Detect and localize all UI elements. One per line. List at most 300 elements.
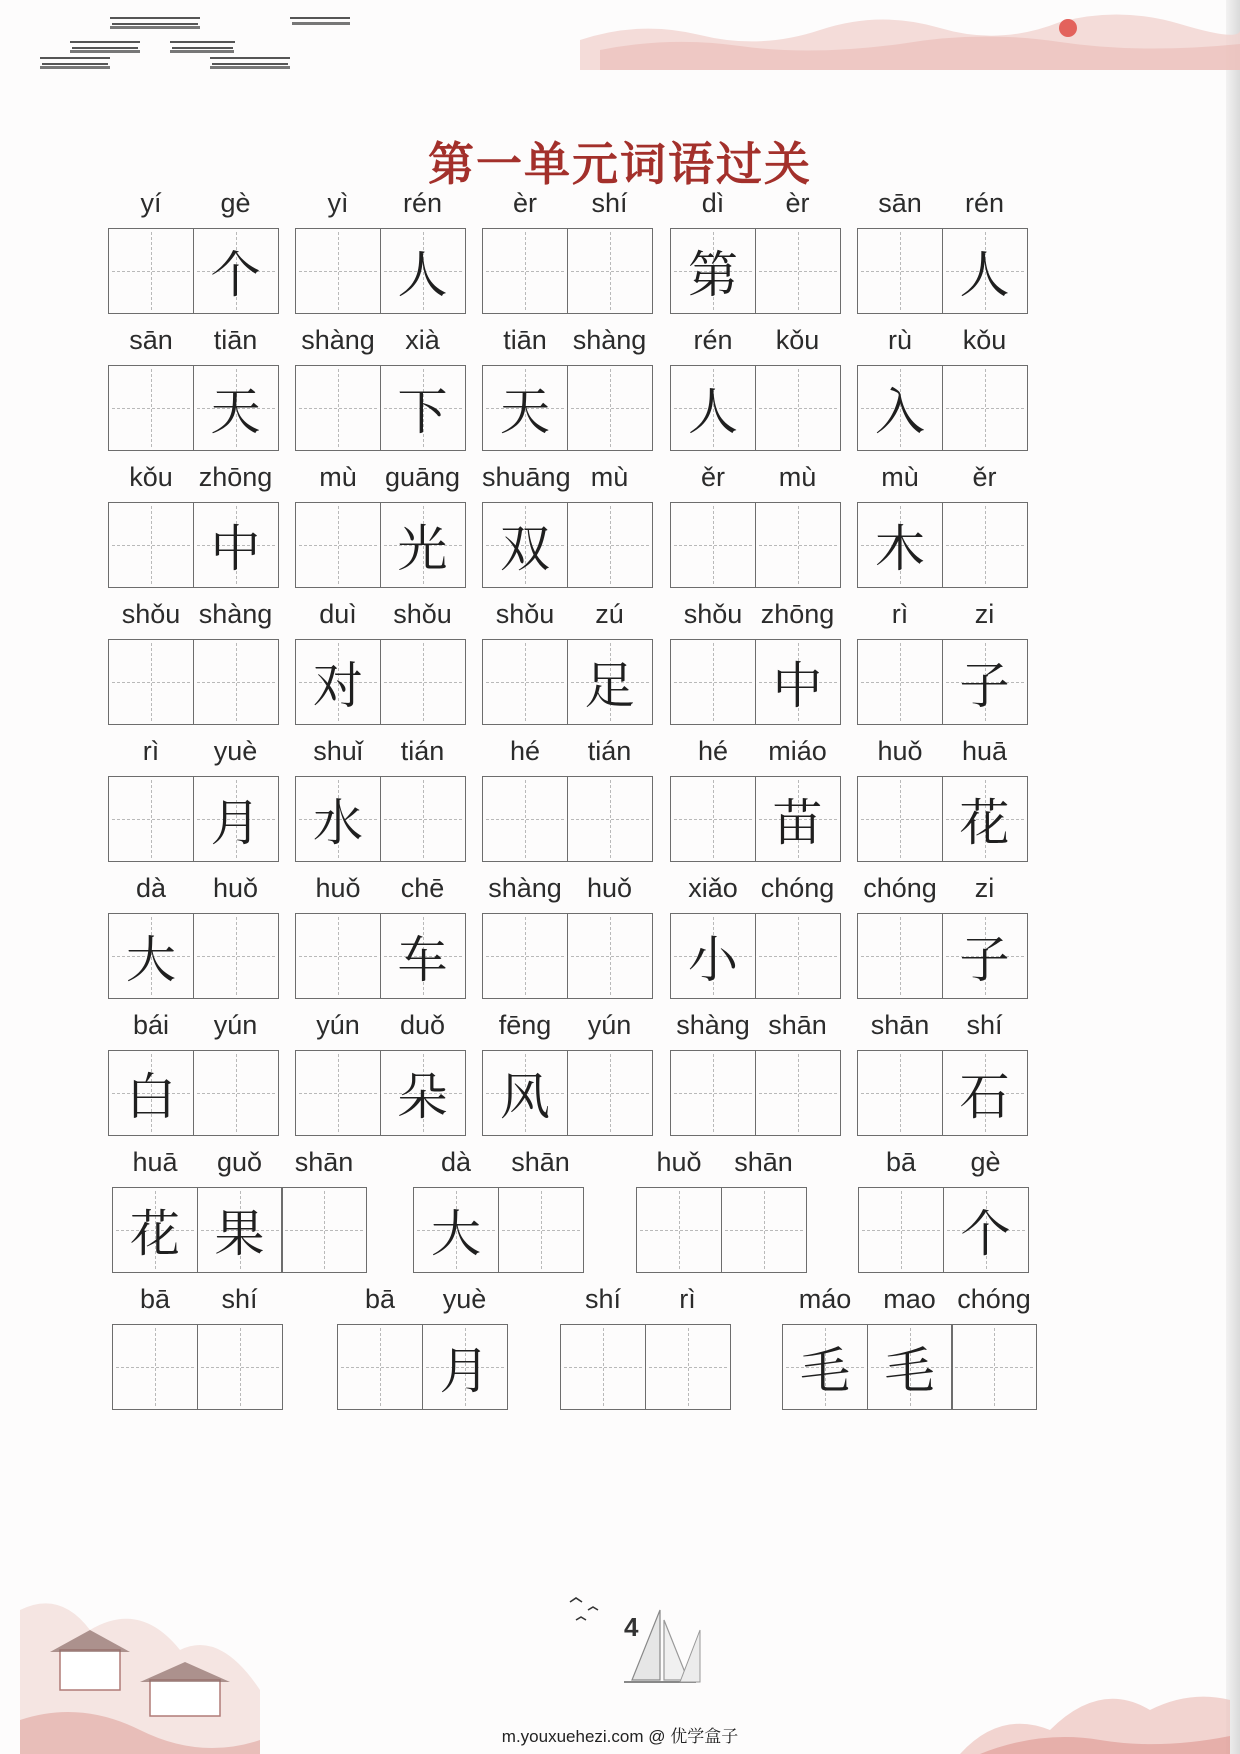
hanzi-character (109, 503, 193, 587)
pinyin-syllable: zhōng (198, 462, 273, 492)
pinyin-syllable: ěr (700, 462, 725, 492)
word-entry (295, 599, 466, 719)
filled-character-box (942, 639, 1028, 725)
blank-writing-box[interactable] (498, 1187, 584, 1273)
hanzi-character: 第 (688, 246, 738, 304)
pinyin-syllable: huǒ (315, 873, 361, 903)
hanzi-character: 大 (431, 1205, 481, 1263)
hanzi-character: 子 (959, 657, 1010, 715)
pinyin-syllable: huǒ (656, 1147, 702, 1177)
pinyin-syllable: bái (132, 1010, 170, 1040)
blank-writing-box[interactable] (295, 913, 381, 999)
roof-decoration-icon (30, 10, 350, 70)
writing-boxes (482, 1050, 651, 1138)
hanzi-character: 风 (500, 1068, 550, 1126)
pinyin-syllable: huǒ (877, 736, 923, 766)
blank-writing-box[interactable] (857, 639, 943, 725)
hanzi-character: 月 (210, 794, 261, 852)
writing-boxes (670, 502, 839, 590)
hanzi-character (483, 229, 567, 313)
hanzi-character: 中 (772, 657, 823, 715)
pinyin-syllable: tián (587, 736, 632, 766)
pinyin-syllable: shuǐ (313, 736, 363, 766)
pinyin-syllable: chóng (760, 873, 835, 903)
word-entry (295, 736, 466, 856)
hanzi-character: 小 (688, 931, 738, 989)
blank-writing-box[interactable] (567, 913, 653, 999)
writing-boxes (482, 502, 651, 590)
hanzi-character (296, 229, 380, 313)
blank-writing-box[interactable] (942, 365, 1028, 451)
pinyin-syllable: huǒ (586, 873, 633, 903)
pinyin-syllable: miáo (768, 736, 827, 766)
hanzi-character: 月 (439, 1342, 490, 1400)
pinyin-syllable: shǒu (495, 599, 555, 629)
hanzi-character (109, 777, 193, 861)
blank-writing-box[interactable] (295, 502, 381, 588)
word-entry (295, 462, 466, 582)
writing-boxes (295, 913, 464, 1001)
pinyin-syllable: hé (697, 736, 729, 766)
pinyin-syllable: chē (400, 873, 445, 903)
hanzi-character (282, 1188, 366, 1272)
hanzi-character (568, 503, 652, 587)
blank-writing-box[interactable] (112, 1324, 198, 1410)
pinyin-syllable: chóng (863, 873, 937, 903)
pinyin-syllable: shuāng (482, 462, 571, 492)
blank-writing-box[interactable] (567, 1050, 653, 1136)
writing-boxes (413, 1187, 582, 1275)
page-number: 4 (624, 1612, 639, 1642)
pinyin-syllable: mù (590, 462, 629, 492)
filled-character-box (413, 1187, 499, 1273)
hanzi-character: 水 (313, 794, 363, 852)
hanzi-character (859, 1188, 943, 1272)
hanzi-character: 中 (210, 520, 261, 578)
blank-writing-box[interactable] (951, 1324, 1037, 1410)
blank-writing-box[interactable] (108, 228, 194, 314)
hanzi-character (198, 1325, 282, 1409)
filled-character-box (567, 639, 653, 725)
filled-character-box (482, 1050, 568, 1136)
blank-writing-box[interactable] (670, 502, 756, 588)
writing-boxes (108, 502, 277, 590)
blank-writing-box[interactable] (482, 228, 568, 314)
hanzi-character: 光 (397, 520, 448, 578)
writing-boxes (670, 228, 839, 316)
writing-boxes (560, 1324, 729, 1412)
hanzi-character (561, 1325, 645, 1409)
filled-character-box (670, 228, 756, 314)
filled-character-box (380, 365, 466, 451)
hanzi-character (296, 366, 380, 450)
blank-writing-box[interactable] (197, 1324, 283, 1410)
pinyin-syllable: huā (961, 736, 1008, 766)
hanzi-character: 双 (500, 520, 550, 578)
filled-character-box (295, 639, 381, 725)
hanzi-character (338, 1325, 422, 1409)
word-entry (670, 873, 841, 993)
hanzi-character (756, 366, 840, 450)
hanzi-character (858, 1051, 942, 1135)
hanzi-character: 天 (210, 383, 261, 441)
sailboat-decoration-icon (560, 1590, 720, 1700)
filled-character-box (943, 1187, 1029, 1273)
word-entry (857, 873, 1028, 993)
writing-boxes (857, 228, 1026, 316)
blank-writing-box[interactable] (755, 228, 841, 314)
blank-writing-box[interactable] (857, 913, 943, 999)
hanzi-character: 入 (875, 383, 925, 441)
blank-writing-box[interactable] (295, 1050, 381, 1136)
pinyin-syllable: shàng (301, 325, 375, 355)
word-entry (482, 325, 653, 445)
word-entry (670, 736, 841, 856)
hanzi-character (756, 1051, 840, 1135)
blank-writing-box[interactable] (567, 776, 653, 862)
filled-character-box (197, 1187, 283, 1273)
word-entry (857, 462, 1028, 582)
hanzi-character: 人 (397, 246, 448, 304)
blank-writing-box[interactable] (670, 1050, 756, 1136)
hanzi-character (722, 1188, 806, 1272)
blank-writing-box[interactable] (108, 502, 194, 588)
pinyin-syllable: dà (440, 1147, 472, 1177)
pinyin-syllable: yún (587, 1010, 632, 1040)
filled-character-box (670, 913, 756, 999)
pinyin-syllable: rì (142, 736, 160, 766)
filled-character-box (193, 228, 279, 314)
filled-character-box (755, 776, 841, 862)
blank-writing-box[interactable] (482, 913, 568, 999)
blank-writing-box[interactable] (482, 776, 568, 862)
word-entry (112, 1284, 283, 1404)
blank-writing-box[interactable] (567, 502, 653, 588)
blank-writing-box[interactable] (380, 776, 466, 862)
pinyin-syllable: rén (693, 325, 733, 355)
pinyin-syllable: bā (885, 1147, 917, 1177)
pinyin-syllable: rì (679, 1284, 696, 1314)
pinyin-syllable: mù (881, 462, 919, 492)
filled-character-box (380, 1050, 466, 1136)
filled-character-box (422, 1324, 508, 1410)
writing-boxes (670, 639, 839, 727)
writing-boxes (295, 365, 464, 453)
pinyin-syllable: zi (974, 599, 995, 629)
blank-writing-box[interactable] (193, 1050, 279, 1136)
writing-boxes (670, 776, 839, 864)
hanzi-character (194, 640, 278, 724)
word-entry (108, 462, 279, 582)
filled-character-box (380, 502, 466, 588)
word-entry (295, 188, 466, 308)
pinyin-syllable: yuè (442, 1284, 487, 1314)
writing-boxes (482, 228, 651, 316)
blank-writing-box[interactable] (645, 1324, 731, 1410)
pinyin-syllable: yuè (213, 736, 258, 766)
pinyin-syllable: zi (974, 873, 995, 903)
blank-writing-box[interactable] (560, 1324, 646, 1410)
writing-boxes (670, 1050, 839, 1138)
filled-character-box (108, 1050, 194, 1136)
blank-writing-box[interactable] (295, 228, 381, 314)
word-entry (295, 873, 466, 993)
pinyin-syllable: mao (883, 1284, 936, 1314)
word-entry (857, 736, 1028, 856)
blank-writing-box[interactable] (857, 228, 943, 314)
pinyin-syllable: shān (768, 1010, 827, 1040)
hanzi-character (568, 914, 652, 998)
writing-boxes (108, 365, 277, 453)
writing-boxes (482, 776, 651, 864)
word-entry (108, 1010, 279, 1130)
pinyin-syllable: gè (970, 1147, 1001, 1177)
blank-writing-box[interactable] (108, 639, 194, 725)
filled-character-box (482, 365, 568, 451)
hanzi-character: 花 (959, 794, 1010, 852)
blank-writing-box[interactable] (857, 776, 943, 862)
blank-writing-box[interactable] (295, 365, 381, 451)
blank-writing-box[interactable] (942, 502, 1028, 588)
pinyin-syllable: shí (584, 1284, 622, 1314)
word-entry (295, 325, 466, 445)
writing-boxes (108, 228, 277, 316)
hanzi-character (109, 366, 193, 450)
word-entry (108, 188, 279, 308)
writing-boxes (636, 1187, 805, 1275)
pinyin-syllable: tiān (213, 325, 258, 355)
writing-boxes (295, 228, 464, 316)
hanzi-character: 天 (500, 383, 550, 441)
word-entry (857, 599, 1028, 719)
blank-writing-box[interactable] (857, 1050, 943, 1136)
pinyin-syllable: yì (327, 188, 349, 218)
filled-character-box (193, 365, 279, 451)
blank-writing-box[interactable] (567, 228, 653, 314)
filled-character-box (295, 776, 381, 862)
pinyin-syllable: zhōng (760, 599, 835, 629)
filled-character-box (193, 502, 279, 588)
hanzi-character: 木 (875, 520, 925, 578)
hanzi-character (194, 914, 278, 998)
pinyin-syllable: guāng (384, 462, 461, 492)
hanzi-character (568, 366, 652, 450)
writing-boxes (108, 1050, 277, 1138)
blank-writing-box[interactable] (755, 502, 841, 588)
pinyin-syllable: fēng (498, 1010, 552, 1040)
pinyin-syllable: tián (400, 736, 445, 766)
writing-boxes (670, 365, 839, 453)
hanzi-character (858, 777, 942, 861)
writing-boxes (337, 1324, 506, 1412)
blank-writing-box[interactable] (482, 639, 568, 725)
hanzi-character (568, 777, 652, 861)
word-entry (670, 1010, 841, 1130)
pinyin-syllable: bā (364, 1284, 396, 1314)
word-entry (108, 736, 279, 856)
pinyin-syllable: shān (511, 1147, 570, 1177)
hanzi-character: 花 (130, 1205, 180, 1263)
word-entry (670, 599, 841, 719)
writing-boxes (295, 639, 464, 727)
filled-character-box (380, 913, 466, 999)
blank-writing-box[interactable] (108, 365, 194, 451)
hanzi-character: 果 (214, 1205, 265, 1263)
pinyin-syllable: shǒu (121, 599, 181, 629)
blank-writing-box[interactable] (281, 1187, 367, 1273)
word-entry (636, 1147, 807, 1267)
writing-boxes (857, 776, 1026, 864)
blank-writing-box[interactable] (755, 913, 841, 999)
pinyin-syllable: dà (135, 873, 167, 903)
filled-character-box (857, 502, 943, 588)
pinyin-syllable: rén (402, 188, 443, 218)
word-entry (295, 1010, 466, 1130)
pinyin-syllable: dì (701, 188, 725, 218)
filled-character-box (782, 1324, 868, 1410)
pinyin-syllable: yún (316, 1010, 360, 1040)
hanzi-character: 子 (959, 931, 1010, 989)
pinyin-syllable: sān (878, 188, 922, 218)
word-entry (413, 1147, 584, 1267)
hanzi-character (637, 1188, 721, 1272)
hanzi-character: 个 (960, 1205, 1011, 1263)
blank-writing-box[interactable] (193, 639, 279, 725)
blank-writing-box[interactable] (193, 913, 279, 999)
hanzi-character: 车 (397, 931, 448, 989)
filled-character-box (867, 1324, 953, 1410)
word-entry (782, 1284, 1038, 1404)
blank-writing-box[interactable] (108, 776, 194, 862)
hanzi-character (296, 914, 380, 998)
pinyin-syllable: shǒu (393, 599, 452, 629)
word-entry (482, 873, 653, 993)
filled-character-box (482, 502, 568, 588)
writing-boxes (857, 365, 1026, 453)
filled-character-box (857, 365, 943, 451)
page-edge-shadow (1226, 0, 1240, 1754)
hanzi-character (943, 366, 1027, 450)
filled-character-box (942, 228, 1028, 314)
hanzi-character (381, 640, 465, 724)
pinyin-syllable: shàng (572, 325, 647, 355)
pinyin-syllable: yí (140, 188, 162, 218)
blank-writing-box[interactable] (721, 1187, 807, 1273)
pinyin-syllable: kǒu (962, 325, 1007, 355)
writing-boxes (295, 502, 464, 590)
hanzi-character (756, 503, 840, 587)
blank-writing-box[interactable] (337, 1324, 423, 1410)
hanzi-character (952, 1325, 1036, 1409)
hanzi-character (858, 914, 942, 998)
word-entry (482, 1010, 653, 1130)
pinyin-syllable: shān (870, 1010, 930, 1040)
writing-boxes (482, 639, 651, 727)
hanzi-character: 毛 (884, 1342, 935, 1400)
pinyin-syllable: rén (964, 188, 1005, 218)
pinyin-syllable: máo (798, 1284, 852, 1314)
pinyin-syllable: shí (966, 1010, 1003, 1040)
pinyin-syllable: shí (221, 1284, 258, 1314)
hanzi-character (943, 503, 1027, 587)
blank-writing-box[interactable] (755, 1050, 841, 1136)
pinyin-syllable: huǒ (212, 873, 259, 903)
writing-boxes (857, 913, 1026, 1001)
writing-boxes (295, 1050, 464, 1138)
blank-writing-box[interactable] (858, 1187, 944, 1273)
filled-character-box (108, 913, 194, 999)
mountain-decoration-icon (580, 0, 1240, 70)
pinyin-syllable: shí (591, 188, 628, 218)
hanzi-character: 白 (126, 1068, 176, 1126)
pinyin-syllable: shǒu (683, 599, 743, 629)
hanzi-character (296, 1051, 380, 1135)
page-title: 第一单元词语过关 (428, 137, 812, 191)
hanzi-character (568, 1051, 652, 1135)
hanzi-character: 苗 (772, 794, 823, 852)
pinyin-syllable: rì (891, 599, 909, 629)
hanzi-character: 人 (688, 383, 738, 441)
hanzi-character (113, 1325, 197, 1409)
word-entry (108, 325, 279, 445)
blank-writing-box[interactable] (755, 365, 841, 451)
hanzi-character: 下 (397, 383, 448, 441)
hanzi-character (296, 503, 380, 587)
pinyin-syllable: sān (129, 325, 173, 355)
hanzi-character (194, 1051, 278, 1135)
filled-character-box (942, 1050, 1028, 1136)
writing-boxes (482, 365, 651, 453)
hanzi-character: 大 (126, 931, 176, 989)
word-entry (482, 462, 653, 582)
pinyin-syllable: guǒ (216, 1147, 263, 1177)
writing-boxes (108, 913, 277, 1001)
blank-writing-box[interactable] (670, 776, 756, 862)
pinyin-syllable: xiǎo (688, 873, 738, 903)
filled-character-box (942, 776, 1028, 862)
blank-writing-box[interactable] (380, 639, 466, 725)
pinyin-syllable: gè (220, 188, 251, 218)
hanzi-character (568, 229, 652, 313)
word-entry (670, 325, 841, 445)
blank-writing-box[interactable] (636, 1187, 722, 1273)
hanzi-character (671, 777, 755, 861)
hanzi-character (756, 229, 840, 313)
hanzi-character (109, 229, 193, 313)
filled-character-box (670, 365, 756, 451)
pinyin-syllable: huā (132, 1147, 178, 1177)
hanzi-character: 石 (959, 1068, 1010, 1126)
hanzi-character (858, 640, 942, 724)
hanzi-character: 足 (584, 657, 635, 715)
pinyin-syllable: hé (509, 736, 541, 766)
word-entry (337, 1284, 508, 1404)
filled-character-box (380, 228, 466, 314)
hanzi-character: 对 (313, 657, 363, 715)
pinyin-syllable: shān (734, 1147, 793, 1177)
word-entry (560, 1284, 731, 1404)
hanzi-character (671, 1051, 755, 1135)
word-entry (112, 1147, 368, 1267)
word-entry (108, 599, 279, 719)
filled-character-box (755, 639, 841, 725)
writing-boxes (108, 776, 277, 864)
filled-character-box (193, 776, 279, 862)
word-entry (857, 188, 1028, 308)
blank-writing-box[interactable] (670, 639, 756, 725)
blank-writing-box[interactable] (567, 365, 653, 451)
word-entry (482, 599, 653, 719)
